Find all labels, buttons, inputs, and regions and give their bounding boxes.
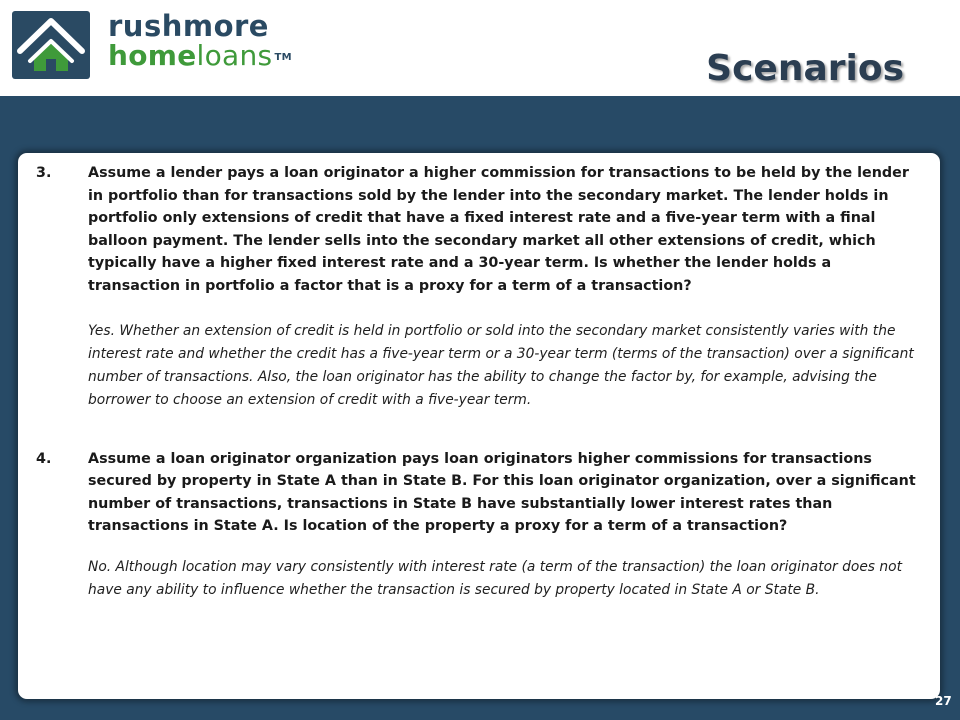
slide-header: [0, 0, 960, 96]
scenario-4-answer: No. Although location may vary consistently with interest rate (a term of the transaction) the loan originator does not have any ability to influence whether the transaction is secured by property located in State A or State B.: [88, 558, 902, 598]
scenario-list: [36, 162, 916, 602]
page-title: Scenarios: [706, 48, 904, 89]
scenario-3-question: [36, 162, 916, 298]
brand-name-homeloans: [108, 40, 292, 72]
scenario-number: 3.: [36, 165, 52, 181]
brand-loans: loans: [196, 39, 273, 72]
scenario-3-answer: Yes. Whether an extension of credit is held in portfolio or sold into the secondary market consistently varies with the interest rate and whether the credit has a five-year term or a 30-year term (terms of the transaction) over a significant number of transactions. Also, the loan originator has the ability to change the factor by, for example, advising the borrower to choose an extension of credit with a five-year term.: [88, 322, 914, 408]
brand-name-rushmore: rushmore: [108, 9, 269, 43]
scenario-4-question: [36, 448, 916, 538]
brand-home: home: [108, 39, 197, 72]
question-text: Assume a loan originator organization pays loan originators higher commissions for transactions secured by property in State A than in State B. For this loan originator organization, over a significant number of transactions, transactions in State B have substantially lower interest rates than transactions in State A. Is location of the property a proxy for a term of a transaction?: [88, 450, 916, 535]
question-text: Assume a lender pays a loan originator a higher commission for transactions to be held by the lender in portfolio than for transactions sold by the lender into the secondary market. The lender holds in portfolio only extensions of credit that have a fixed interest rate and a five-year term with a final balloon payment. The lender sells into the secondary market all other extensions of credit, which typically have a higher fixed interest rate and a 30-year term. Is whether the lender holds a transaction in portfolio a factor that is a proxy for a term of a transaction?: [88, 165, 909, 294]
page-number: 27: [935, 694, 952, 708]
house-roof-logo-icon: [12, 11, 90, 79]
scenario-number: 4.: [36, 450, 52, 467]
trademark: TM: [274, 52, 292, 63]
